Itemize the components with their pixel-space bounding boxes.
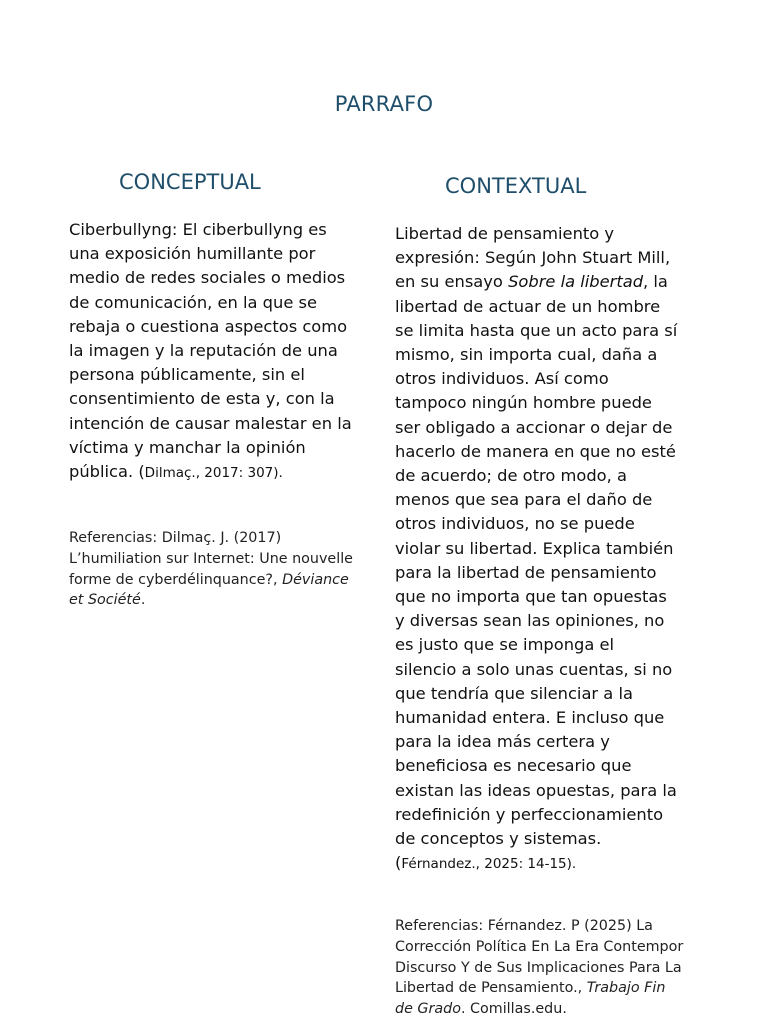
page-title: PARRAFO [334, 92, 434, 116]
contextual-references-work: Trabajo Fin de Grado [395, 980, 666, 1018]
conceptual-citation: Dilmaç., 2017: 307). [144, 465, 283, 482]
conceptual-paragraph [69, 218, 379, 485]
contextual-references-lead: Referencias: Férnandez. P (2025) La Corrección Política En La Era Contempor Discurso Y de Sus Implicaciones Para La Libertad de Pensamiento., [395, 918, 684, 997]
contextual-paragraph [395, 222, 703, 876]
contextual-citation: Férnandez., 2025: 14-15). [401, 856, 577, 873]
conceptual-references-journal: Déviance et Société [69, 571, 349, 609]
contextual-body-rest: , la libertad de actuar de un hombre se limita hasta que un acto para sí mismo, sin importa cual, daña a otros individuos. Así como tampoco ningún hombre puede ser obligado a accionar o dejar de hacerlo de manera en que no esté de acuerdo; de otro modo, a menos que sea para el daño de otros individuos, no se puede violar su libertad. Explica también para la libertad de pensamiento que no importa que tan opuestas y diversas sean las opiniones, no es justo que se imponga el silencio a solo unas cuentas, si no que tendría que silenciar a la humanidad entera. E incluso que para la idea más certera y beneficiosa es necesario que existan las ideas opuestas, para la redefinición y perfeccionamiento de conceptos y sistemas. ( [395, 272, 678, 873]
conceptual-heading: CONCEPTUAL [119, 170, 261, 194]
contextual-references [395, 916, 705, 1020]
conceptual-body: Ciberbullyng: El ciberbullyng es una exposición humillante por medio de redes sociales o medios de comunicación, en la que se rebaja o cuestiona aspectos como la imagen y la reputación de una persona públicamente, sin el consentimiento de esta y, con la intención de causar malestar en la víctima y manchar la opinión pública. ( [69, 220, 352, 482]
contextual-heading: CONTEXTUAL [445, 174, 587, 198]
conceptual-references [69, 528, 379, 611]
contextual-body-lead: Libertad de pensamiento y expresión: Según John Stuart Mill, en su ensayo [395, 224, 671, 292]
contextual-references-tail: . Comillas.edu. [460, 1001, 567, 1018]
contextual-book-title: Sobre la libertad [508, 272, 644, 292]
conceptual-references-lead: Referencias: Dilmaç. J. (2017) L’humiliation sur Internet: Une nouvelle forme de cyberdélinquance?, [69, 530, 353, 588]
conceptual-references-tail: . [140, 592, 146, 609]
